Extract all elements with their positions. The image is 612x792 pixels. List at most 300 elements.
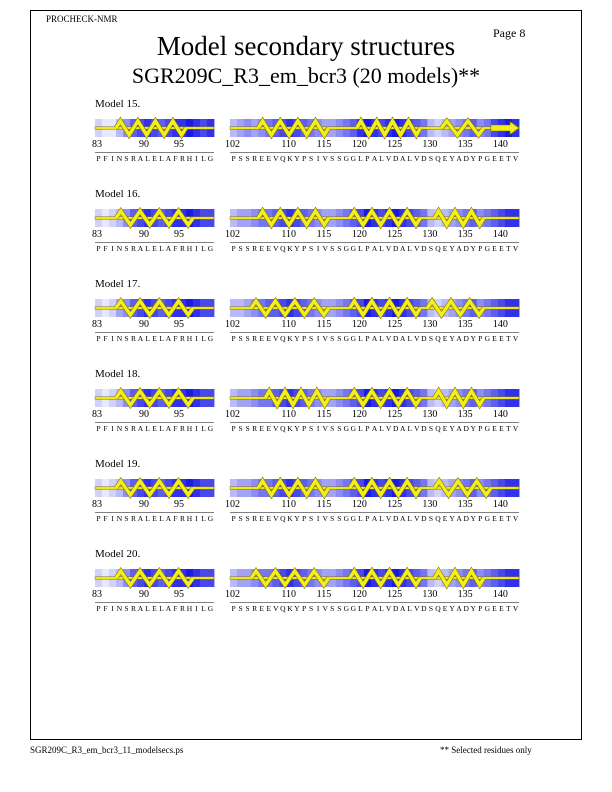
- residue-tick-label: 83: [92, 319, 102, 330]
- sequence-residue: N: [116, 334, 123, 343]
- sequence-residue: V: [385, 604, 392, 613]
- sequence-residue: Y: [449, 154, 455, 163]
- sequence-residue: D: [392, 424, 399, 433]
- residue-tick-label: 102: [225, 499, 240, 510]
- sequence-residue: D: [421, 154, 427, 163]
- sequence-residue: V: [273, 514, 279, 523]
- sequence-residue: T: [506, 514, 511, 523]
- residue-tick-label: 90: [139, 229, 149, 240]
- page-subtitle: SGR209C_R3_em_bcr3 (20 models)**: [131, 63, 481, 88]
- model-label: Model 18.: [95, 368, 141, 380]
- sequence-residue: L: [145, 604, 150, 613]
- residue-tick-label: 130: [422, 319, 438, 330]
- residue-tick-label: 110: [281, 499, 297, 510]
- sequence-residue: P: [365, 514, 370, 523]
- sequence-residue: P: [301, 334, 307, 343]
- sequence-residue: Q: [280, 244, 286, 253]
- model-label: Model 20.: [95, 548, 141, 560]
- sequence-residue: T: [506, 604, 511, 613]
- sequence-residue: A: [165, 424, 172, 433]
- residue-tick-label: 125: [387, 589, 403, 600]
- sequence-residue: I: [316, 604, 320, 613]
- sequence-residue: I: [195, 514, 198, 523]
- sequence-residue: S: [428, 514, 434, 523]
- sequence-residue: S: [124, 604, 129, 613]
- sequence-residue: S: [124, 424, 129, 433]
- sequence-residue: E: [266, 514, 272, 523]
- sequence-residue: F: [103, 424, 108, 433]
- sequence-residue: T: [506, 424, 511, 433]
- sequence-residue: F: [103, 244, 108, 253]
- sequence-residue: S: [428, 604, 434, 613]
- sequence-residue: P: [478, 514, 483, 523]
- sequence-residue: E: [259, 604, 265, 613]
- sequence-residue: Q: [280, 514, 286, 523]
- model-label: Model 15.: [95, 98, 141, 110]
- sequence-residue: V: [512, 154, 519, 163]
- residue-tick-label: 120: [351, 589, 367, 600]
- sequence-residue: A: [371, 604, 378, 613]
- sequence-residue: H: [186, 154, 193, 163]
- sequence-residue: A: [456, 604, 462, 613]
- residue-tick-label: 130: [422, 229, 438, 240]
- sequence-residue: E: [499, 604, 504, 613]
- sequence-residue: R: [130, 604, 137, 613]
- sequence-residue: L: [145, 514, 150, 523]
- sequence-residue: E: [442, 334, 448, 343]
- sequence-residue: I: [111, 154, 114, 163]
- sequence-residue: E: [152, 424, 157, 433]
- sequence-residue: I: [111, 604, 114, 613]
- sequence-residue: E: [152, 244, 157, 253]
- sequence-residue: T: [506, 244, 511, 253]
- residue-tick-label: 83: [92, 499, 102, 510]
- sequence-residue: E: [266, 334, 272, 343]
- sequence-residue: E: [499, 154, 504, 163]
- sequence-residue: L: [201, 334, 206, 343]
- sequence-residue: V: [273, 154, 279, 163]
- sequence-residue: A: [456, 334, 462, 343]
- sequence-residue: E: [152, 334, 157, 343]
- sequence-residue: P: [96, 424, 101, 433]
- sequence-residue: D: [463, 334, 469, 343]
- sequence-residue: L: [145, 424, 150, 433]
- sequence-residue: N: [116, 244, 123, 253]
- sequence-residue: A: [371, 424, 378, 433]
- sequence-residue: G: [343, 154, 350, 163]
- residue-tick-label: 115: [316, 409, 332, 420]
- residue-tick-label: 135: [457, 409, 473, 420]
- sequence-residue: Q: [280, 424, 286, 433]
- residue-tick-label: 125: [387, 499, 403, 510]
- sequence-residue: S: [337, 424, 342, 433]
- sequence-residue: I: [195, 424, 198, 433]
- sequence-residue: S: [238, 154, 243, 163]
- sequence-residue: L: [379, 514, 384, 523]
- sequence-residue: I: [195, 244, 198, 253]
- sequence-residue: L: [358, 424, 363, 433]
- sequence-residue: S: [245, 154, 250, 163]
- sequence-residue: V: [322, 424, 328, 433]
- page-title: Model secondary structures: [156, 31, 456, 61]
- sequence-residue: L: [159, 604, 164, 613]
- residue-tick-label: 135: [457, 589, 473, 600]
- sequence-residue: V: [414, 244, 420, 253]
- sequence-residue: F: [103, 154, 108, 163]
- sequence-residue: S: [124, 334, 129, 343]
- sequence-residue: G: [484, 424, 491, 433]
- sequence-residue: G: [350, 244, 357, 253]
- sequence-residue: R: [179, 424, 186, 433]
- sequence-residue: L: [159, 154, 164, 163]
- sequence-residue: G: [484, 334, 491, 343]
- residue-tick-label: 95: [174, 589, 184, 600]
- sequence-residue: R: [179, 154, 186, 163]
- sequence-residue: P: [478, 424, 483, 433]
- sequence-residue: A: [371, 514, 378, 523]
- residue-tick-label: 135: [457, 319, 473, 330]
- sequence-residue: V: [414, 334, 420, 343]
- residue-tick-label: 125: [387, 139, 403, 150]
- sequence-residue: V: [322, 514, 328, 523]
- sequence-residue: L: [145, 334, 150, 343]
- sequence-residue: S: [124, 514, 129, 523]
- sequence-residue: V: [273, 604, 279, 613]
- sequence-residue: R: [130, 514, 137, 523]
- model-label: Model 17.: [95, 278, 141, 290]
- residue-tick-label: 90: [139, 319, 149, 330]
- sequence-residue: L: [201, 424, 206, 433]
- sequence-residue: S: [238, 514, 243, 523]
- sequence-residue: Q: [435, 154, 441, 163]
- sequence-residue: P: [231, 244, 236, 253]
- sequence-residue: Y: [470, 244, 476, 253]
- sequence-residue: P: [478, 334, 483, 343]
- sequence-residue: A: [400, 604, 406, 613]
- sequence-residue: A: [400, 244, 406, 253]
- program-name: PROCHECK-NMR: [46, 14, 118, 24]
- sequence-residue: V: [273, 334, 279, 343]
- residue-tick-label: 130: [422, 589, 438, 600]
- sequence-residue: P: [231, 514, 236, 523]
- sequence-residue: D: [392, 154, 399, 163]
- sequence-residue: S: [428, 154, 434, 163]
- sequence-residue: R: [252, 154, 258, 163]
- sequence-residue: L: [379, 604, 384, 613]
- sequence-residue: Y: [470, 604, 476, 613]
- sequence-residue: V: [322, 604, 328, 613]
- sequence-residue: E: [442, 604, 448, 613]
- sequence-residue: S: [330, 424, 335, 433]
- sequence-residue: F: [173, 514, 178, 523]
- sequence-residue: D: [463, 424, 469, 433]
- sequence-residue: L: [159, 334, 164, 343]
- sequence-residue: R: [252, 334, 258, 343]
- sequence-residue: P: [478, 244, 483, 253]
- residue-tick-label: 140: [492, 139, 508, 150]
- sequence-residue: E: [492, 604, 497, 613]
- sequence-residue: S: [330, 244, 335, 253]
- sequence-residue: D: [392, 334, 399, 343]
- sequence-residue: F: [173, 604, 178, 613]
- sequence-residue: H: [186, 604, 193, 613]
- sequence-residue: F: [103, 514, 108, 523]
- sequence-residue: S: [337, 154, 342, 163]
- sequence-residue: V: [512, 514, 519, 523]
- sequence-residue: G: [343, 334, 350, 343]
- sequence-residue: I: [316, 244, 320, 253]
- residue-tick-label: 90: [139, 409, 149, 420]
- residue-tick-label: 83: [92, 229, 102, 240]
- sequence-residue: R: [179, 514, 186, 523]
- sequence-residue: L: [358, 244, 363, 253]
- sequence-residue: G: [343, 604, 350, 613]
- sequence-residue: V: [322, 244, 328, 253]
- sequence-residue: N: [116, 604, 123, 613]
- sequence-residue: P: [96, 244, 101, 253]
- sequence-residue: D: [463, 514, 469, 523]
- backbone-line: [95, 127, 214, 129]
- residue-tick-label: 120: [351, 139, 367, 150]
- sequence-residue: G: [207, 334, 214, 343]
- sequence-residue: G: [350, 334, 357, 343]
- sequence-residue: R: [179, 244, 186, 253]
- sequence-residue: V: [385, 244, 392, 253]
- sequence-residue: Y: [294, 604, 300, 613]
- sequence-residue: P: [231, 334, 236, 343]
- residue-tick-label: 115: [316, 589, 332, 600]
- sequence-residue: A: [371, 334, 378, 343]
- sequence-residue: I: [111, 334, 114, 343]
- sequence-residue: A: [137, 604, 144, 613]
- residue-tick-label: 115: [316, 139, 332, 150]
- sequence-residue: A: [456, 514, 462, 523]
- page-number: Page 8: [493, 26, 526, 40]
- sequence-residue: Q: [435, 424, 441, 433]
- sequence-residue: E: [492, 514, 497, 523]
- sequence-residue: I: [195, 334, 198, 343]
- sequence-residue: S: [428, 334, 434, 343]
- sequence-residue: Y: [294, 244, 300, 253]
- sequence-residue: V: [273, 244, 279, 253]
- sequence-residue: P: [231, 154, 236, 163]
- sequence-residue: V: [385, 334, 392, 343]
- sequence-residue: S: [308, 154, 314, 163]
- sequence-residue: G: [207, 154, 214, 163]
- residue-tick-label: 95: [174, 319, 184, 330]
- sequence-residue: S: [238, 604, 243, 613]
- sequence-residue: S: [245, 604, 250, 613]
- sequence-residue: D: [421, 244, 427, 253]
- sequence-residue: S: [308, 514, 314, 523]
- sequence-residue: A: [137, 334, 144, 343]
- residue-tick-label: 130: [422, 409, 438, 420]
- sequence-residue: R: [252, 244, 258, 253]
- residue-tick-label: 90: [139, 139, 149, 150]
- sequence-residue: K: [287, 514, 293, 523]
- sequence-residue: S: [245, 514, 250, 523]
- residue-tick-label: 115: [316, 229, 332, 240]
- sequence-residue: V: [322, 154, 328, 163]
- sequence-residue: A: [371, 244, 378, 253]
- sequence-residue: S: [308, 424, 314, 433]
- model-label: Model 16.: [95, 188, 141, 200]
- sequence-residue: G: [343, 514, 350, 523]
- sequence-residue: P: [231, 424, 236, 433]
- sequence-residue: P: [478, 604, 483, 613]
- residue-tick-label: 110: [281, 409, 297, 420]
- sequence-residue: S: [337, 604, 342, 613]
- sequence-residue: Y: [294, 514, 300, 523]
- sequence-residue: P: [96, 334, 101, 343]
- sequence-residue: Y: [294, 424, 300, 433]
- sequence-residue: P: [301, 514, 307, 523]
- sequence-residue: Q: [280, 154, 286, 163]
- sequence-residue: G: [350, 424, 357, 433]
- sequence-residue: A: [400, 154, 406, 163]
- residue-tick-label: 83: [92, 139, 102, 150]
- sequence-residue: Y: [449, 244, 455, 253]
- sequence-residue: P: [365, 334, 370, 343]
- sequence-residue: S: [330, 514, 335, 523]
- residue-tick-label: 102: [225, 139, 240, 150]
- sequence-residue: E: [442, 154, 448, 163]
- sequence-residue: E: [442, 244, 448, 253]
- sequence-residue: Y: [470, 334, 476, 343]
- sequence-residue: F: [173, 424, 178, 433]
- sequence-residue: R: [252, 514, 258, 523]
- sequence-residue: S: [308, 334, 314, 343]
- sequence-residue: S: [337, 334, 342, 343]
- sequence-residue: E: [492, 244, 497, 253]
- sequence-residue: A: [400, 424, 406, 433]
- residue-tick-label: 130: [422, 139, 438, 150]
- sequence-residue: D: [392, 514, 399, 523]
- sequence-residue: S: [245, 334, 250, 343]
- sequence-residue: L: [145, 154, 150, 163]
- sequence-residue: P: [301, 424, 307, 433]
- sequence-residue: R: [252, 604, 258, 613]
- sequence-residue: S: [330, 334, 335, 343]
- sequence-residue: R: [130, 244, 137, 253]
- sequence-residue: V: [322, 334, 328, 343]
- sequence-residue: V: [512, 334, 519, 343]
- sequence-residue: E: [259, 334, 265, 343]
- sequence-residue: H: [186, 514, 193, 523]
- sequence-residue: Q: [435, 334, 441, 343]
- sequence-residue: G: [207, 514, 214, 523]
- sequence-residue: A: [137, 154, 144, 163]
- footer-filename: SGR209C_R3_em_bcr3_11_modelsecs.ps: [30, 745, 184, 755]
- residue-tick-label: 95: [174, 499, 184, 510]
- sequence-residue: A: [165, 514, 172, 523]
- sequence-residue: V: [512, 424, 519, 433]
- sequence-residue: P: [365, 604, 370, 613]
- residue-tick-label: 140: [492, 229, 508, 240]
- model-block: [92, 368, 519, 433]
- sequence-residue: R: [252, 424, 258, 433]
- residue-tick-label: 140: [492, 319, 508, 330]
- sequence-residue: E: [266, 604, 272, 613]
- sequence-residue: E: [442, 424, 448, 433]
- sequence-residue: E: [492, 424, 497, 433]
- sequence-residue: A: [400, 334, 406, 343]
- sequence-residue: G: [343, 424, 350, 433]
- residue-tick-label: 83: [92, 409, 102, 420]
- sequence-residue: A: [456, 244, 462, 253]
- sequence-residue: G: [350, 604, 357, 613]
- sequence-residue: E: [152, 604, 157, 613]
- sequence-residue: E: [259, 424, 265, 433]
- residue-tick-label: 140: [492, 499, 508, 510]
- model-block: [92, 188, 519, 253]
- sequence-residue: H: [186, 424, 193, 433]
- sequence-residue: D: [421, 424, 427, 433]
- sequence-residue: G: [484, 244, 491, 253]
- sequence-residue: N: [116, 514, 123, 523]
- sequence-residue: V: [512, 604, 519, 613]
- sequence-residue: A: [137, 514, 144, 523]
- sequence-residue: S: [330, 604, 335, 613]
- residue-tick-label: 125: [387, 319, 403, 330]
- residue-tick-label: 102: [225, 409, 240, 420]
- sequence-residue: Q: [280, 604, 286, 613]
- sequence-residue: P: [478, 154, 483, 163]
- sequence-residue: L: [407, 244, 413, 253]
- sequence-residue: R: [179, 334, 186, 343]
- residue-tick-label: 110: [281, 139, 297, 150]
- sequence-residue: G: [207, 424, 214, 433]
- sequence-residue: P: [231, 604, 236, 613]
- sequence-residue: P: [365, 424, 370, 433]
- sequence-residue: A: [371, 154, 378, 163]
- sequence-residue: I: [111, 244, 114, 253]
- sequence-residue: L: [201, 244, 206, 253]
- residue-tick-label: 90: [139, 499, 149, 510]
- sequence-residue: V: [414, 514, 420, 523]
- sequence-residue: S: [337, 244, 342, 253]
- model-block: [92, 278, 519, 343]
- residue-tick-label: 110: [281, 319, 297, 330]
- sequence-residue: F: [173, 154, 178, 163]
- sequence-residue: L: [379, 424, 384, 433]
- sequence-residue: P: [301, 154, 307, 163]
- sequence-residue: F: [103, 334, 108, 343]
- sequence-residue: I: [316, 514, 320, 523]
- sequence-residue: A: [137, 424, 144, 433]
- residue-tick-label: 95: [174, 229, 184, 240]
- residue-tick-label: 135: [457, 229, 473, 240]
- sequence-residue: L: [407, 154, 413, 163]
- residue-tick-label: 135: [457, 139, 473, 150]
- residue-tick-label: 83: [92, 589, 102, 600]
- sequence-residue: E: [499, 514, 504, 523]
- model-block: [92, 458, 519, 523]
- sequence-residue: S: [308, 604, 314, 613]
- sequence-residue: R: [130, 334, 137, 343]
- sequence-residue: L: [407, 334, 413, 343]
- sequence-residue: F: [103, 604, 108, 613]
- sequence-residue: S: [308, 244, 314, 253]
- sequence-residue: Y: [294, 154, 300, 163]
- sequence-residue: S: [337, 514, 342, 523]
- residue-tick-label: 115: [316, 499, 332, 510]
- sequence-residue: L: [201, 604, 206, 613]
- sequence-residue: R: [179, 604, 186, 613]
- sequence-residue: E: [259, 514, 265, 523]
- residue-tick-label: 140: [492, 589, 508, 600]
- sequence-residue: F: [173, 334, 178, 343]
